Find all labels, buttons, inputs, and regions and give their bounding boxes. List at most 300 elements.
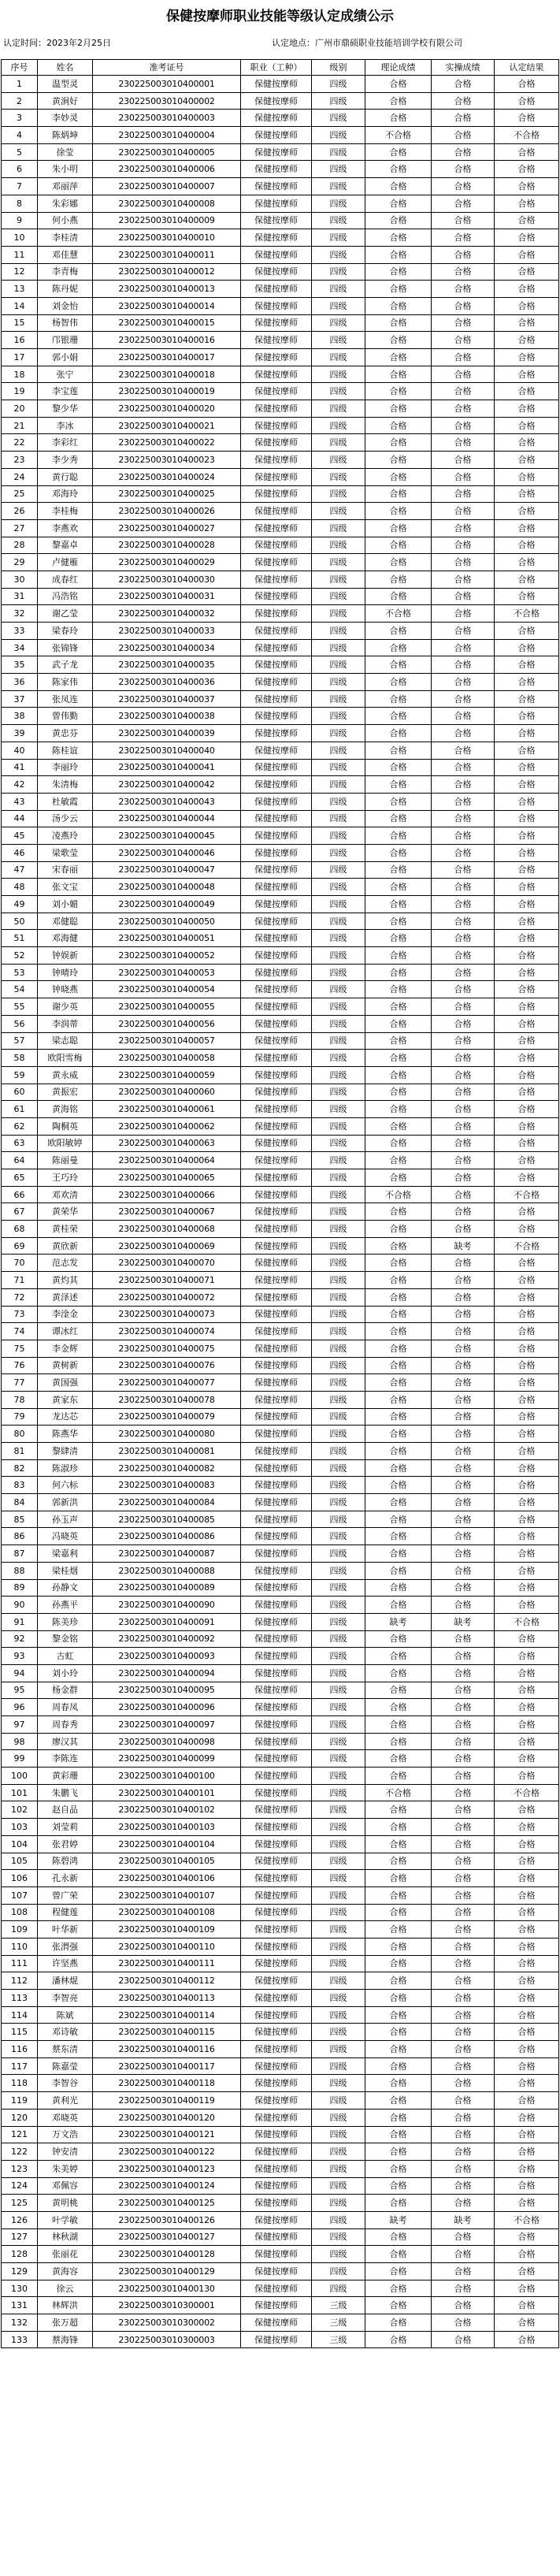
cell-name: 李青梅 (38, 263, 93, 281)
cell-name: 潘林焜 (38, 1972, 93, 1990)
cell-name: 赵自品 (38, 1801, 93, 1819)
cell-level: 四级 (312, 1032, 365, 1050)
cell-practical: 合格 (432, 1374, 495, 1392)
cell-result: 合格 (495, 1733, 559, 1750)
table-row (2, 930, 559, 947)
cell-theory: 合格 (365, 827, 432, 845)
cell-result: 合格 (495, 76, 559, 93)
table-row (2, 623, 559, 640)
cell-theory: 合格 (365, 485, 432, 503)
cell-level: 四级 (312, 708, 365, 725)
cell-practical: 合格 (432, 1648, 495, 1665)
cell-cert-no: 230225003010400072 (93, 1288, 241, 1306)
cell-result: 合格 (495, 690, 559, 708)
cell-occupation: 保健按摩师 (241, 143, 312, 161)
cell-level: 四级 (312, 1938, 365, 1955)
cell-level: 四级 (312, 1562, 365, 1579)
cell-practical: 合格 (432, 212, 495, 229)
cell-level: 四级 (312, 964, 365, 981)
cell-index: 108 (2, 1904, 38, 1921)
cell-practical: 合格 (432, 1272, 495, 1289)
cell-result: 合格 (495, 1066, 559, 1084)
cell-cert-no: 230225003010400044 (93, 810, 241, 827)
cell-theory: 合格 (365, 297, 432, 314)
cell-occupation: 保健按摩师 (241, 1374, 312, 1392)
cell-index: 123 (2, 2160, 38, 2177)
cell-practical: 合格 (432, 1562, 495, 1579)
cell-result: 合格 (495, 229, 559, 247)
header-result: 认定结果 (495, 60, 559, 76)
cell-theory: 合格 (365, 2057, 432, 2075)
table-row (2, 366, 559, 383)
cell-result: 合格 (495, 844, 559, 861)
cell-cert-no: 230225003010400020 (93, 400, 241, 418)
cell-name: 万文浩 (38, 2126, 93, 2143)
cell-index: 41 (2, 759, 38, 776)
cell-occupation: 保健按摩师 (241, 690, 312, 708)
cell-cert-no: 230225003010400123 (93, 2160, 241, 2177)
cell-occupation: 保健按摩师 (241, 417, 312, 434)
cell-cert-no: 230225003010400011 (93, 246, 241, 263)
cell-occupation: 保健按摩师 (241, 2024, 312, 2041)
cell-cert-no: 230225003010400116 (93, 2041, 241, 2058)
cell-occupation: 保健按摩师 (241, 1562, 312, 1579)
cell-index: 27 (2, 519, 38, 537)
cell-index: 65 (2, 1169, 38, 1187)
cell-level: 四级 (312, 998, 365, 1016)
cell-cert-no: 230225003010400063 (93, 1135, 241, 1152)
cell-cert-no: 230225003010400126 (93, 2211, 241, 2228)
cell-practical: 合格 (432, 229, 495, 247)
table-row (2, 263, 559, 281)
cell-occupation: 保健按摩师 (241, 2126, 312, 2143)
cell-practical: 合格 (432, 827, 495, 845)
cell-index: 56 (2, 1015, 38, 1032)
cell-practical: 合格 (432, 1784, 495, 1801)
table-row (2, 1221, 559, 1238)
cell-name: 张君婷 (38, 1835, 93, 1853)
cell-occupation: 保健按摩师 (241, 1221, 312, 1238)
cell-level: 四级 (312, 1630, 365, 1648)
cell-result: 合格 (495, 1716, 559, 1734)
cell-name: 李智谷 (38, 2075, 93, 2092)
cell-practical: 合格 (432, 281, 495, 298)
cell-cert-no: 230225003010400092 (93, 1630, 241, 1648)
cell-practical: 合格 (432, 366, 495, 383)
cell-result: 合格 (495, 349, 559, 366)
cell-index: 72 (2, 1288, 38, 1306)
cell-result: 合格 (495, 1374, 559, 1392)
cell-name: 陈斌 (38, 2006, 93, 2024)
cell-theory: 合格 (365, 623, 432, 640)
cell-cert-no: 230225003010400028 (93, 537, 241, 554)
cell-theory: 合格 (365, 1853, 432, 1870)
cell-cert-no: 230225003010400088 (93, 1562, 241, 1579)
cell-index: 13 (2, 281, 38, 298)
cell-result: 合格 (495, 434, 559, 452)
cell-cert-no: 230225003010400015 (93, 314, 241, 332)
cell-result: 合格 (495, 143, 559, 161)
cell-result: 合格 (495, 1306, 559, 1323)
cell-practical: 合格 (432, 1391, 495, 1408)
cell-theory: 合格 (365, 281, 432, 298)
cell-occupation: 保健按摩师 (241, 519, 312, 537)
cell-theory: 合格 (365, 1716, 432, 1734)
cell-level: 四级 (312, 246, 365, 263)
table-row (2, 2314, 559, 2332)
table-row (2, 76, 559, 93)
cell-cert-no: 230225003010400078 (93, 1391, 241, 1408)
cell-result: 合格 (495, 554, 559, 571)
cell-result: 合格 (495, 2280, 559, 2297)
cell-cert-no: 230225003010400130 (93, 2280, 241, 2297)
cell-level: 四级 (312, 674, 365, 691)
cell-cert-no: 230225003010400009 (93, 212, 241, 229)
cell-theory: 合格 (365, 588, 432, 605)
cell-index: 10 (2, 229, 38, 247)
cell-practical: 合格 (432, 2092, 495, 2109)
cell-result: 合格 (495, 913, 559, 930)
cell-name: 陈炳坤 (38, 127, 93, 144)
cell-name: 宋春丽 (38, 861, 93, 879)
cell-occupation: 保健按摩师 (241, 1272, 312, 1289)
cell-name: 李桂清 (38, 229, 93, 247)
cell-theory: 合格 (365, 554, 432, 571)
cell-index: 111 (2, 1955, 38, 1972)
cell-practical: 合格 (432, 2143, 495, 2161)
table-row (2, 1426, 559, 1443)
cell-name: 陶桐英 (38, 1117, 93, 1135)
cell-result: 合格 (495, 1288, 559, 1306)
table-row (2, 2092, 559, 2109)
cell-name: 温型灵 (38, 76, 93, 93)
cell-name: 李陈连 (38, 1750, 93, 1768)
cell-level: 四级 (312, 656, 365, 674)
cell-index: 66 (2, 1186, 38, 1203)
cell-result: 合格 (495, 1032, 559, 1050)
cell-cert-no: 230225003010400048 (93, 879, 241, 896)
cell-index: 128 (2, 2246, 38, 2263)
cell-cert-no: 230225003010400087 (93, 1545, 241, 1563)
cell-theory: 不合格 (365, 605, 432, 623)
cell-result: 合格 (495, 981, 559, 998)
header-level: 级别 (312, 60, 365, 76)
cell-practical: 合格 (432, 1664, 495, 1682)
cell-level: 四级 (312, 1237, 365, 1255)
cell-cert-no: 230225003010400058 (93, 1050, 241, 1067)
cell-name: 廖汉其 (38, 1733, 93, 1750)
cell-name: 邓晓英 (38, 2109, 93, 2126)
cell-practical: 合格 (432, 759, 495, 776)
cell-occupation: 保健按摩师 (241, 2177, 312, 2195)
cell-name: 欧阳雪梅 (38, 1050, 93, 1067)
cell-practical: 合格 (432, 1921, 495, 1939)
cell-result: 不合格 (495, 127, 559, 144)
cell-name: 杨智伟 (38, 314, 93, 332)
cell-result: 合格 (495, 1117, 559, 1135)
table-row (2, 998, 559, 1016)
cell-level: 四级 (312, 1288, 365, 1306)
cell-cert-no: 230225003010400101 (93, 1784, 241, 1801)
cell-theory: 合格 (365, 1750, 432, 1768)
cell-level: 四级 (312, 2126, 365, 2143)
table-row (2, 212, 559, 229)
cell-level: 四级 (312, 1733, 365, 1750)
cell-occupation: 保健按摩师 (241, 2143, 312, 2161)
cell-result: 合格 (495, 810, 559, 827)
cell-cert-no: 230225003010400070 (93, 1255, 241, 1272)
table-row (2, 1237, 559, 1255)
cell-result: 合格 (495, 263, 559, 281)
table-row (2, 1255, 559, 1272)
cell-result: 合格 (495, 1630, 559, 1648)
cell-result: 合格 (495, 674, 559, 691)
cell-occupation: 保健按摩师 (241, 400, 312, 418)
cell-occupation: 保健按摩师 (241, 1835, 312, 1853)
cell-cert-no: 230225003010400122 (93, 2143, 241, 2161)
cell-cert-no: 230225003010400003 (93, 110, 241, 127)
cell-cert-no: 230225003010400094 (93, 1664, 241, 1682)
cell-name: 李丽玲 (38, 759, 93, 776)
cell-practical: 合格 (432, 2280, 495, 2297)
table-row (2, 1648, 559, 1665)
cell-occupation: 保健按摩师 (241, 383, 312, 400)
cell-theory: 合格 (365, 1630, 432, 1648)
cell-name: 邓佳慧 (38, 246, 93, 263)
cell-cert-no: 230225003010400036 (93, 674, 241, 691)
cell-index: 109 (2, 1921, 38, 1939)
cell-level: 四级 (312, 195, 365, 212)
cell-theory: 合格 (365, 1101, 432, 1118)
cell-index: 88 (2, 1562, 38, 1579)
cell-result: 合格 (495, 417, 559, 434)
cell-level: 四级 (312, 810, 365, 827)
cell-theory: 合格 (365, 1870, 432, 1887)
cell-level: 四级 (312, 1699, 365, 1716)
cell-occupation: 保健按摩师 (241, 1135, 312, 1152)
cell-practical: 合格 (432, 656, 495, 674)
cell-level: 四级 (312, 537, 365, 554)
cell-result: 合格 (495, 2297, 559, 2314)
cell-name: 黎少华 (38, 400, 93, 418)
cell-name: 黄泽述 (38, 1288, 93, 1306)
cell-name: 孙玉声 (38, 1511, 93, 1528)
cell-index: 97 (2, 1716, 38, 1734)
table-row (2, 2057, 559, 2075)
cell-occupation: 保健按摩师 (241, 1716, 312, 1734)
cell-index: 67 (2, 1203, 38, 1221)
cell-name: 王巧玲 (38, 1169, 93, 1187)
cell-cert-no: 230225003010400057 (93, 1032, 241, 1050)
cell-index: 3 (2, 110, 38, 127)
table-row (2, 2160, 559, 2177)
cell-name: 张文宝 (38, 879, 93, 896)
cell-cert-no: 230225003010400125 (93, 2195, 241, 2212)
cell-result: 不合格 (495, 1784, 559, 1801)
cell-cert-no: 230225003010400041 (93, 759, 241, 776)
cell-occupation: 保健按摩师 (241, 605, 312, 623)
cell-cert-no: 230225003010400113 (93, 1990, 241, 2007)
table-row (2, 913, 559, 930)
cell-theory: 合格 (365, 434, 432, 452)
cell-name: 徐莹 (38, 143, 93, 161)
cell-result: 合格 (495, 2143, 559, 2161)
cell-occupation: 保健按摩师 (241, 759, 312, 776)
cell-practical: 合格 (432, 1579, 495, 1597)
cell-cert-no: 230225003010400076 (93, 1357, 241, 1374)
cell-theory: 合格 (365, 2143, 432, 2161)
cell-level: 四级 (312, 263, 365, 281)
cell-result: 合格 (495, 2075, 559, 2092)
table-row (2, 2331, 559, 2348)
cell-result: 合格 (495, 1664, 559, 1682)
cell-level: 四级 (312, 1084, 365, 1101)
cell-index: 53 (2, 964, 38, 981)
cell-cert-no: 230225003010400108 (93, 1904, 241, 1921)
cell-result: 合格 (495, 1768, 559, 1785)
cell-name: 黄国强 (38, 1374, 93, 1392)
cell-index: 37 (2, 690, 38, 708)
cell-level: 四级 (312, 503, 365, 520)
cell-theory: 合格 (365, 1015, 432, 1032)
cell-occupation: 保健按摩师 (241, 1819, 312, 1836)
cell-practical: 合格 (432, 1990, 495, 2007)
cell-practical: 合格 (432, 1117, 495, 1135)
cell-practical: 合格 (432, 2109, 495, 2126)
cell-practical: 合格 (432, 383, 495, 400)
cell-level: 四级 (312, 1990, 365, 2007)
cell-theory: 合格 (365, 1323, 432, 1340)
cell-level: 四级 (312, 2143, 365, 2161)
cell-occupation: 保健按摩师 (241, 1101, 312, 1118)
cell-index: 124 (2, 2177, 38, 2195)
cell-name: 孔永新 (38, 1870, 93, 1887)
cell-level: 四级 (312, 1477, 365, 1494)
cell-name: 卢健雁 (38, 554, 93, 571)
cell-name: 周春凤 (38, 1699, 93, 1716)
cell-name: 梁歌莹 (38, 844, 93, 861)
cell-index: 89 (2, 1579, 38, 1597)
cell-index: 39 (2, 725, 38, 742)
cell-name: 杜敏霞 (38, 793, 93, 810)
cell-theory: 合格 (365, 519, 432, 537)
cell-cert-no: 230225003010400097 (93, 1716, 241, 1734)
cell-name: 李润蒂 (38, 1015, 93, 1032)
cell-occupation: 保健按摩师 (241, 656, 312, 674)
cell-level: 四级 (312, 1613, 365, 1630)
cell-result: 合格 (495, 1340, 559, 1357)
cell-level: 四级 (312, 76, 365, 93)
cell-theory: 合格 (365, 1682, 432, 1699)
cell-theory: 合格 (365, 879, 432, 896)
cell-level: 四级 (312, 1323, 365, 1340)
cell-result: 合格 (495, 2246, 559, 2263)
cell-result: 不合格 (495, 2211, 559, 2228)
cell-name: 刘小媚 (38, 896, 93, 913)
cell-result: 合格 (495, 896, 559, 913)
cell-result: 合格 (495, 2228, 559, 2246)
table-row (2, 468, 559, 485)
cell-theory: 合格 (365, 1169, 432, 1187)
cell-occupation: 保健按摩师 (241, 1288, 312, 1306)
cell-theory: 合格 (365, 452, 432, 469)
cell-result: 合格 (495, 519, 559, 537)
table-row (2, 981, 559, 998)
cell-occupation: 保健按摩师 (241, 639, 312, 656)
cell-theory: 合格 (365, 1545, 432, 1563)
cell-level: 三级 (312, 2314, 365, 2332)
cell-name: 林秋湖 (38, 2228, 93, 2246)
cell-result: 合格 (495, 1972, 559, 1990)
cell-cert-no: 230225003010400107 (93, 1886, 241, 1904)
cell-result: 合格 (495, 1528, 559, 1545)
cell-name: 杨金群 (38, 1682, 93, 1699)
cell-theory: 合格 (365, 1955, 432, 1972)
cell-result: 合格 (495, 281, 559, 298)
cell-theory: 合格 (365, 400, 432, 418)
cell-result: 合格 (495, 2126, 559, 2143)
table-row (2, 1306, 559, 1323)
table-row (2, 1050, 559, 1067)
table-row (2, 861, 559, 879)
cell-result: 合格 (495, 1152, 559, 1169)
cell-result: 合格 (495, 1597, 559, 1614)
cell-occupation: 保健按摩师 (241, 1630, 312, 1648)
cell-result: 合格 (495, 1391, 559, 1408)
cell-name: 陈美珍 (38, 1613, 93, 1630)
cell-occupation: 保健按摩师 (241, 366, 312, 383)
cell-index: 16 (2, 332, 38, 349)
cell-theory: 合格 (365, 947, 432, 965)
cell-cert-no: 230225003010400031 (93, 588, 241, 605)
cell-result: 合格 (495, 212, 559, 229)
cell-practical: 合格 (432, 1323, 495, 1340)
cell-theory: 合格 (365, 332, 432, 349)
table-row (2, 1459, 559, 1477)
cell-result: 不合格 (495, 1237, 559, 1255)
cell-level: 四级 (312, 2109, 365, 2126)
cell-cert-no: 230225003010400084 (93, 1494, 241, 1511)
cell-index: 19 (2, 383, 38, 400)
table-row (2, 127, 559, 144)
cell-level: 四级 (312, 332, 365, 349)
cell-result: 合格 (495, 1801, 559, 1819)
cell-theory: 合格 (365, 1084, 432, 1101)
table-row (2, 332, 559, 349)
cell-theory: 缺考 (365, 1613, 432, 1630)
cell-result: 合格 (495, 776, 559, 794)
cell-occupation: 保健按摩师 (241, 1015, 312, 1032)
cell-theory: 合格 (365, 998, 432, 1016)
cell-index: 84 (2, 1494, 38, 1511)
table-row (2, 537, 559, 554)
cell-theory: 合格 (365, 1203, 432, 1221)
cell-level: 四级 (312, 297, 365, 314)
cell-level: 四级 (312, 1357, 365, 1374)
cell-practical: 合格 (432, 468, 495, 485)
cell-practical: 缺考 (432, 1237, 495, 1255)
cell-result: 合格 (495, 537, 559, 554)
cell-cert-no: 230225003010400034 (93, 639, 241, 656)
cell-practical: 合格 (432, 2126, 495, 2143)
cell-cert-no: 230225003010400023 (93, 452, 241, 469)
cell-name: 许坚燕 (38, 1955, 93, 1972)
cell-practical: 合格 (432, 161, 495, 178)
cell-occupation: 保健按摩师 (241, 1750, 312, 1768)
cell-theory: 合格 (365, 417, 432, 434)
table-row (2, 195, 559, 212)
cell-result: 合格 (495, 1494, 559, 1511)
